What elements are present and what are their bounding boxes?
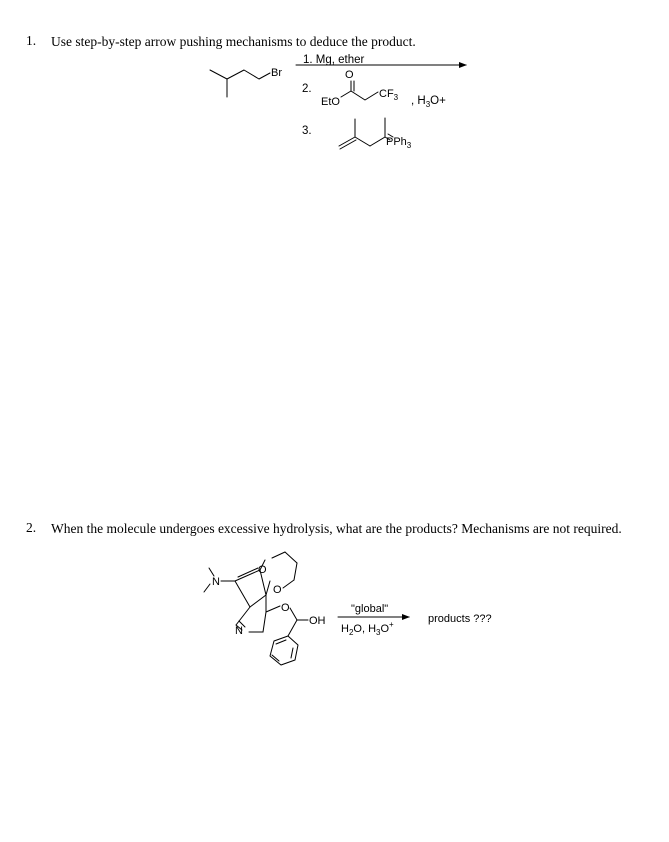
- question-1-number: 1.: [26, 33, 37, 48]
- ether-oxygen-label: O: [281, 602, 290, 614]
- dioxane-oxygen-2: O: [273, 584, 282, 596]
- ylide-pph3-label: PPh$_3$: [386, 136, 412, 150]
- bromine-label: Br: [271, 67, 282, 79]
- q2-starting-molecule: [204, 552, 326, 665]
- acid-workup-label: , $H_3O+$: [411, 95, 446, 109]
- cf3-label: $CF_3$: [379, 88, 399, 102]
- question-1-prompt: Use step-by-step arrow pushing mechanisms to deduce the product.: [51, 34, 416, 49]
- hydroxyl-label: OH: [309, 615, 326, 627]
- ethoxy-label: EtO: [321, 96, 340, 108]
- step-3-ylide: [339, 118, 412, 150]
- step-2-ester: [321, 69, 446, 109]
- products-label: products ???: [428, 613, 492, 625]
- starting-alkyl-bromide: [210, 67, 282, 97]
- step-2-number: 2.: [302, 83, 312, 95]
- amine-n-label: N: [212, 576, 220, 588]
- reagent-top-label: "global": [351, 603, 389, 615]
- question-2-prompt: When the molecule undergoes excessive hydrolysis, what are the products? Mechanisms are not required.: [51, 521, 622, 536]
- step-3-number: 3.: [302, 125, 312, 137]
- dioxane-oxygen-1: O: [258, 564, 267, 576]
- question-2-number: 2.: [26, 520, 37, 535]
- ester-oxygen-label: O: [345, 69, 354, 81]
- reagent-bottom-label: $H_2O$, $H_3O^+$: [341, 620, 394, 637]
- step-1-label: 1. Mg, ether: [303, 54, 365, 66]
- ring-n-label: N: [235, 625, 243, 637]
